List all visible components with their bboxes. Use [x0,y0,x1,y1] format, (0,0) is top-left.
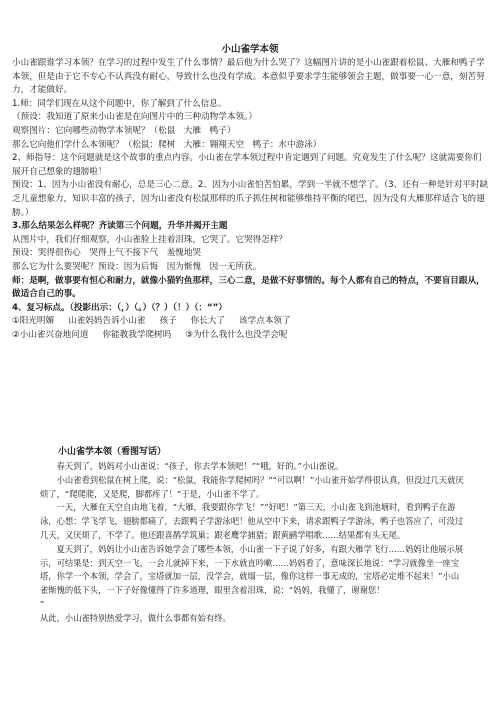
document-title: 小山雀学本领 [221,44,279,55]
story-paragraph: 春天到了，妈妈对小山雀说：“孩子，你去学本领吧！”“哦，好的。”小山雀说。 [56,461,344,471]
option-text: 你能教我学爬树吗 [102,329,172,340]
story-ending: 从此，小山雀特别热爱学习，做什么事都有始有终。 [40,612,231,623]
punctuation-options-row-2 [12,329,490,343]
option-text: 你长大了 [190,316,226,327]
step-3-line: 3.那么结果怎么样呢？齐读第三个问题，升华并揭开主题 [12,221,228,232]
why-cry-line: 那么它为什么要哭呢？预设：因为后悔 因为惭愧 因一无所获。 [12,261,262,272]
story-paragraph: 一天，大雁在天空自由地飞着，“大雁，我要跟你学飞！”“好吧！”第三天，小山雀飞到池塘时，看到鸭子在游泳，心想：学飞学飞，翅膀都痛了，去跟鸭子学游泳吧！他从空中下来，请求跟鸭子学游泳，鸭子也答应了，可没过几天，又厌烦了，不学了。他还跟喜鹊学筑巢；跟老鹰学捕猎；跟黄鹂学唱歌……结果都有头无尾。 [40,502,464,540]
observe-line: 观察图片：它向哪些动物学本领呢？（松鼠 大雁 鸭子） [12,125,236,136]
story-paragraph: 小山雀看到松鼠在树上爬，说：“松鼠，我能你学爬树吗？”“可以啊！”小山雀开始学得很认真，但没过几天就厌烦了，“爬爬爬，又是爬，脚都疼了！”于是，小山雀不学了。 [40,474,464,499]
option-text: 孩子 [159,316,177,327]
step-2-line: 2、师指导：这个问题就是这个故事的重点内容。小山雀在学本领过程中肯定遇到了问题。究竟发生了什么呢？这就需要你们展开自己想象的翅膀啦！ [12,153,482,177]
step-2-preset: 预设：1、因为小山雀没有耐心，总是三心二意。2、因为小山雀怕苦怕累，学到一半就不想学了。（3、还有一种是针对平时缺乏儿童想象力，知识丰富的孩子，因为山雀没有松鼠那样的爪子抓住树和能够维持平衡的尾巴，因为没有大雁那样适合飞的翅膀。） [12,180,489,218]
option-text: 该学点本领了 [239,316,291,327]
step-1-preset: （预设：我知道了原来小山雀是在向图片中的三种动物学本领。） [12,112,257,123]
story-closing-quote: ” [40,598,45,609]
story-paragraph: 夏天到了，妈妈让小山雀告诉她学会了哪些本领，小山雀一下子说了好多，有跟大雁学飞行……妈妈让他展示展示，可结果是：到天空一飞，一会儿就掉下来，一下水就直吟嗽……妈妈看了，意味深长地说：“学习就像坐一座宝塔，你学一个本领，学会了，宝塔就加一层，没学会，就塌一层，像你这样一事无成的，宝塔必定堆不起来！”小山雀惭愧的低下头，一下子好像懂得了许多道理，眼里含着泪珠，说：“妈妈，我懂了，谢谢您！ [40,543,464,596]
step-1-line: 1.师：同学们现在从这个问题中，你了解到了什么信息。 [12,98,227,109]
teacher-summary-line: 师：是啊，做事要有恒心和耐力，就像小猫钓鱼那样，三心二意，是做不好事情的。每个人都有自己的特点，不要盲目跟从，做适合自己的事。 [12,275,485,300]
lesson-plan-section [12,57,490,342]
picture-observe-line: 从图片中，我们仔细观察，小山雀脸上挂着泪珠，它哭了。它哭得怎样？ [12,234,288,245]
punctuation-options-row-1 [12,315,490,329]
intro-paragraph: 小山雀跟谁学习本领？在学习的过程中发生了什么事情？最后他为什么哭了？这幅图片讲的是小山雀跟着松鼠、大雁和鸭子学本领，但是由于它不专心不认真没有耐心，导致什么也没有学成。本意似乎要求学生能够领会主题，做事要一心一意，刻苦努力，才能做好。 [12,58,485,96]
step-4-line: 4、复习标点。（投影出示：（，）（。）（？）（！）（：“”） [12,302,227,313]
option-text: ③为什么我什么也没学会呢 [185,329,288,340]
cry-preset-line: 预设：哭得很伤心 哭得上气不接下气 羞愧地哭 [12,248,202,259]
option-text: ②小山雀兴奋地问道 [12,329,89,340]
learn-what-line: 那么它向他们学什么本领呢？（松鼠：爬树 大雁：翱翔天空 鸭子：水中游泳） [12,139,322,150]
story-title: 小山雀学本领（看图写话） [58,447,167,457]
option-text: ①阳光明媚 [12,316,55,327]
option-text: 山雀妈妈告诉小山雀 [68,316,146,327]
story-section [40,460,466,626]
